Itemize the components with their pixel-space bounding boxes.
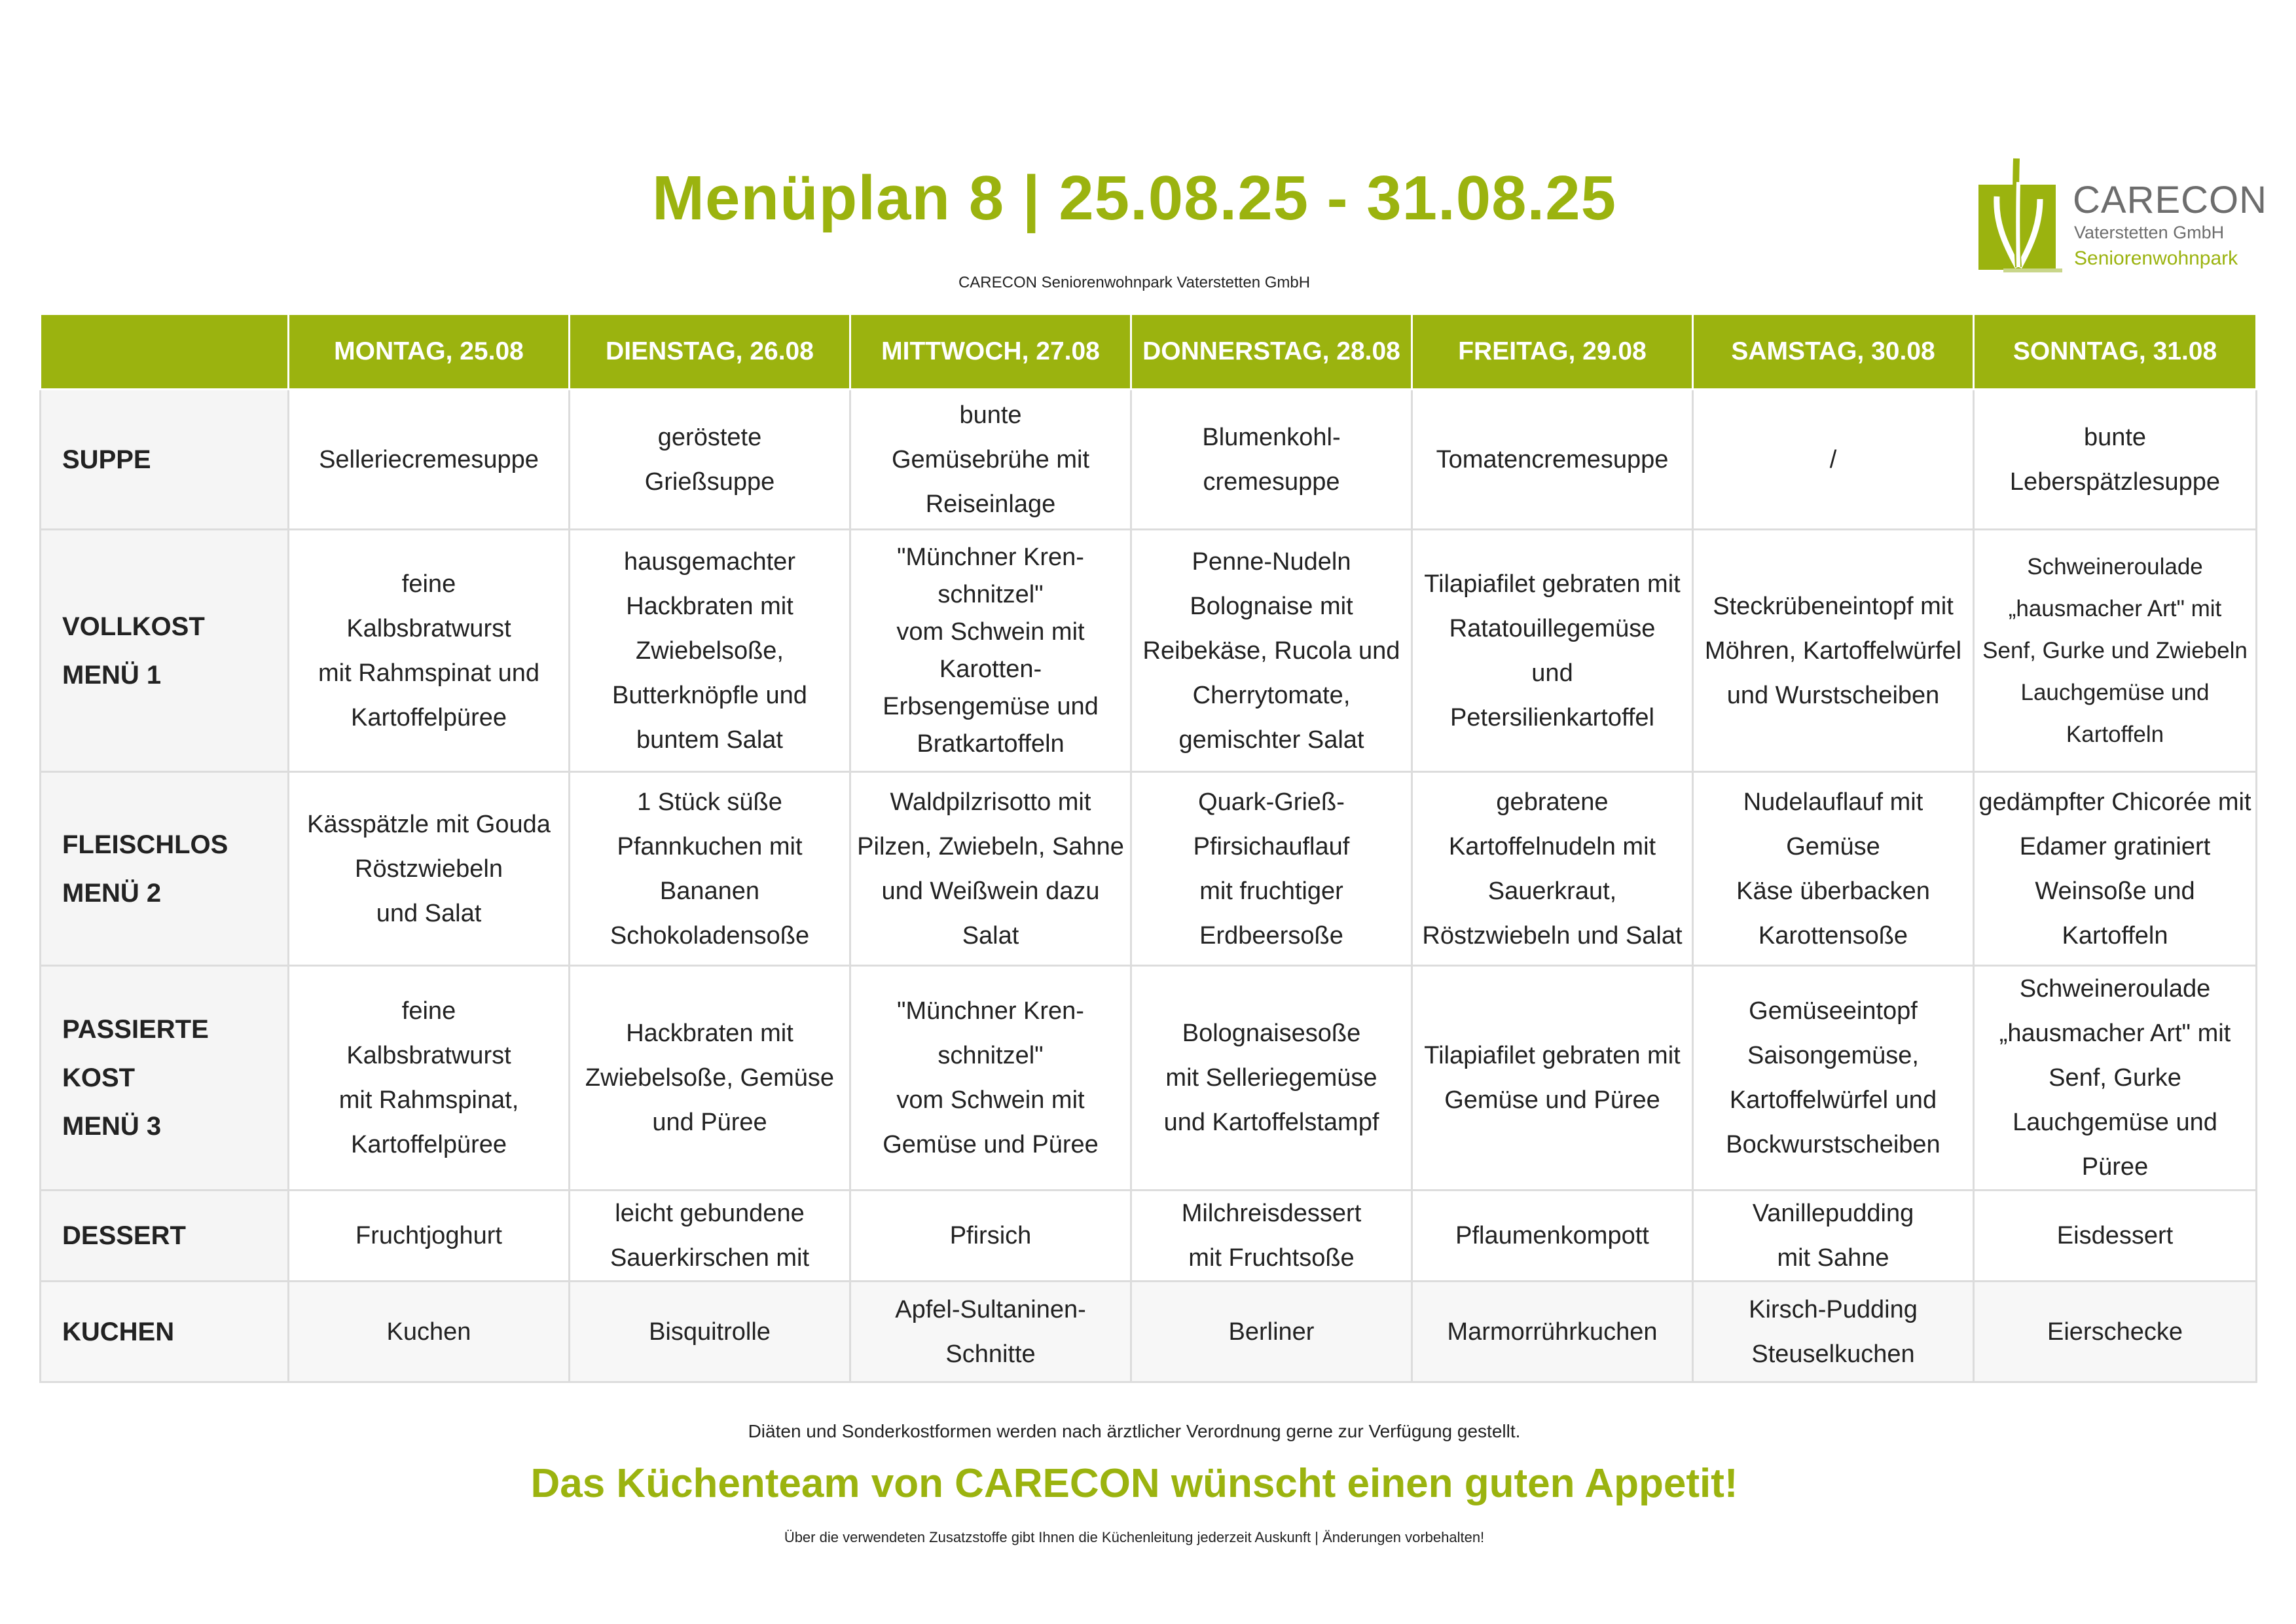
day-header: DONNERSTAG, 28.08 — [1131, 314, 1412, 390]
corner-cell — [41, 314, 289, 390]
carecon-logo — [1977, 156, 2268, 274]
menu-cell: bunte Leberspätzlesuppe — [1974, 390, 2257, 530]
menu-cell: Apfel-Sultaninen- Schnitte — [850, 1282, 1131, 1382]
row-label: KUCHEN — [41, 1282, 289, 1382]
day-header: SAMSTAG, 30.08 — [1693, 314, 1974, 390]
menu-cell: hausgemachter Hackbraten mit Zwiebelsoße, Butterknöpfle und buntem Salat — [570, 530, 850, 772]
row-label: VOLLKOST MENÜ 1 — [41, 530, 289, 772]
menu-cell: Pfirsich — [850, 1190, 1131, 1282]
fleischlos-row — [41, 772, 2257, 966]
menu-cell: Berliner — [1131, 1282, 1412, 1382]
row-label: FLEISCHLOS MENÜ 2 — [41, 772, 289, 966]
logo-company: Vaterstetten GmbH — [2074, 223, 2225, 242]
menu-cell: Fruchtjoghurt — [289, 1190, 570, 1282]
day-header: MONTAG, 25.08 — [289, 314, 570, 390]
menu-cell: / — [1693, 390, 1974, 530]
menu-cell: Penne-Nudeln Bolognaise mit Reibekäse, Rucola und Cherrytomate, gemischter Salat — [1131, 530, 1412, 772]
menu-cell: Schweineroulade „hausmacher Art" mit Senf, Gurke Lauchgemüse und Püree — [1974, 966, 2257, 1190]
menu-cell: "Münchner Kren- schnitzel" vom Schwein mit Karotten- Erbsengemüse und Bratkartoffeln — [850, 530, 1131, 772]
header-row — [41, 314, 2257, 390]
greeting: Das Küchenteam von CARECON wünscht einen guten Appetit! — [530, 1461, 1738, 1506]
menu-cell: Gemüseeintopf Saisongemüse, Kartoffelwürfel und Bockwurstscheiben — [1693, 966, 1974, 1190]
menu-cell: Eisdessert — [1974, 1190, 2257, 1282]
diet-note: Diäten und Sonderkostformen werden nach ärztlicher Verordnung gerne zur Verfügung gestellt. — [748, 1421, 1521, 1441]
menu-cell: leicht gebundene Sauerkirschen mit — [570, 1190, 850, 1282]
menu-cell: Pflaumenkompott — [1412, 1190, 1693, 1282]
menu-cell: Selleriecremesuppe — [289, 390, 570, 530]
menu-cell: Kässpätzle mit Gouda Röstzwiebeln und Salat — [289, 772, 570, 966]
menu-cell: Bisquitrolle — [570, 1282, 850, 1382]
plant-leaves-icon — [1977, 156, 2069, 274]
day-header: FREITAG, 29.08 — [1412, 314, 1693, 390]
day-header: DIENSTAG, 26.08 — [570, 314, 850, 390]
menu-cell: Tilapiafilet gebraten mit Ratatouillegemüse und Petersilienkartoffel — [1412, 530, 1693, 772]
vollkost-row — [41, 530, 2257, 772]
menu-cell: Kuchen — [289, 1282, 570, 1382]
footnote: Über die verwendeten Zusatzstoffe gibt Ihnen die Küchenleitung jederzeit Auskunft | Änderungen vorbehalten! — [784, 1529, 1485, 1545]
menu-cell: Nudelauflauf mit Gemüse Käse überbacken Karottensoße — [1693, 772, 1974, 966]
menu-cell: Vanillepudding mit Sahne — [1693, 1190, 1974, 1282]
menu-cell: Eierschecke — [1974, 1282, 2257, 1382]
menu-cell: gedämpfter Chicorée mit Edamer gratiniert Weinsoße und Kartoffeln — [1974, 772, 2257, 966]
menu-cell: gebratene Kartoffelnudeln mit Sauerkraut, Röstzwiebeln und Salat — [1412, 772, 1693, 966]
menu-cell: Schweineroulade „hausmacher Art" mit Senf, Gurke und Zwiebeln Lauchgemüse und Kartoffeln — [1974, 530, 2257, 772]
menu-cell: Tilapiafilet gebraten mit Gemüse und Püree — [1412, 966, 1693, 1190]
row-label: SUPPE — [41, 390, 289, 530]
menu-cell: Marmorrührkuchen — [1412, 1282, 1693, 1382]
menu-cell: Quark-Grieß- Pfirsichauflauf mit fruchtiger Erdbeersoße — [1131, 772, 1412, 966]
menu-cell: Bolognaisesoße mit Selleriegemüse und Kartoffelstampf — [1131, 966, 1412, 1190]
menu-cell: geröstete Grießsuppe — [570, 390, 850, 530]
menu-cell: feine Kalbsbratwurst mit Rahmspinat, Kartoffelpüree — [289, 966, 570, 1190]
menu-cell: 1 Stück süße Pfannkuchen mit Bananen Schokoladensoße — [570, 772, 850, 966]
menu-cell: Milchreisdessert mit Fruchtsoße — [1131, 1190, 1412, 1282]
menu-cell: feine Kalbsbratwurst mit Rahmspinat und Kartoffelpüree — [289, 530, 570, 772]
kuchen-row — [41, 1282, 2257, 1382]
menu-cell: "Münchner Kren- schnitzel" vom Schwein mit Gemüse und Püree — [850, 966, 1131, 1190]
logo-tagline: Seniorenwohnpark — [2074, 248, 2238, 269]
menu-cell: Kirsch-Pudding Steuselkuchen — [1693, 1282, 1974, 1382]
row-label: DESSERT — [41, 1190, 289, 1282]
menu-table — [39, 313, 2257, 1383]
menu-cell: Steckrübeneintopf mit Möhren, Kartoffelwürfel und Wurstscheiben — [1693, 530, 1974, 772]
day-header: MITTWOCH, 27.08 — [850, 314, 1131, 390]
logo-name: CARECON — [2073, 179, 2268, 221]
menu-cell: Tomatencremesuppe — [1412, 390, 1693, 530]
page-title: Menüplan 8 | 25.08.25 - 31.08.25 — [652, 163, 1616, 233]
day-header: SONNTAG, 31.08 — [1974, 314, 2257, 390]
passiert-row — [41, 966, 2257, 1190]
row-label: PASSIERTE KOST MENÜ 3 — [41, 966, 289, 1190]
dessert-row — [41, 1190, 2257, 1282]
menu-cell: Hackbraten mit Zwiebelsoße, Gemüse und Püree — [570, 966, 850, 1190]
menu-cell: Blumenkohl- cremesuppe — [1131, 390, 1412, 530]
page-subtitle: CARECON Seniorenwohnpark Vaterstetten GmbH — [958, 274, 1311, 291]
soup-row — [41, 390, 2257, 530]
menu-cell: bunte Gemüsebrühe mit Reiseinlage — [850, 390, 1131, 530]
menu-cell: Waldpilzrisotto mit Pilzen, Zwiebeln, Sahne und Weißwein dazu Salat — [850, 772, 1131, 966]
